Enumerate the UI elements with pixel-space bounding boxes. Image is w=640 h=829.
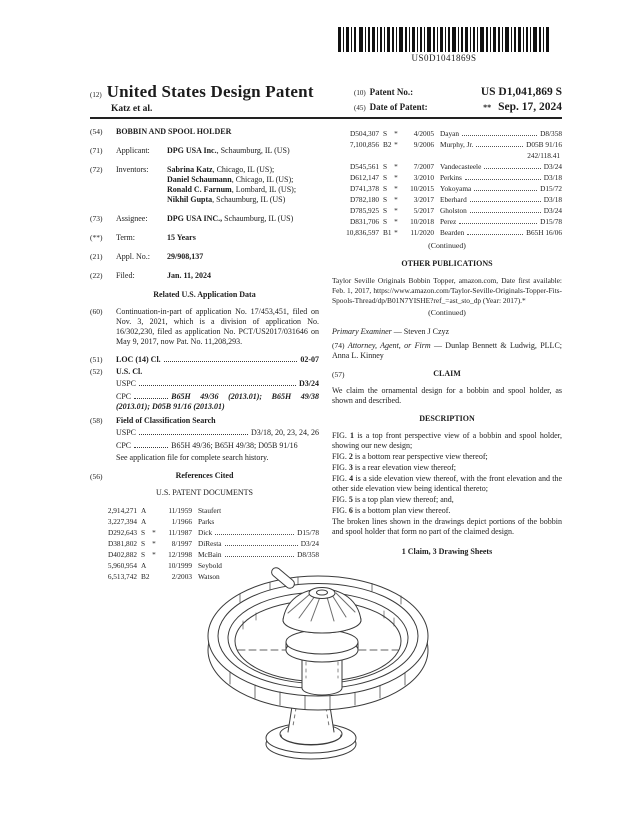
- page-header: [90, 82, 562, 116]
- inventor-line: Sabrina Katz, Chicago, IL (US);: [167, 165, 275, 174]
- dot-leader: [215, 534, 294, 535]
- citation-row: D831,706 S * 10/2018 Perez D15/78: [350, 217, 562, 226]
- figure-description: FIG. 3 is a rear elevation view thereof;: [332, 463, 456, 473]
- citation-row: D292,643 S * 11/1987 Dick D15/78: [108, 528, 319, 537]
- dot-leader: [139, 434, 248, 435]
- field-of-search: (58) Field of Classification Search: [90, 416, 216, 425]
- field-appl-no: (21) Appl. No.: 29/908,137: [90, 252, 204, 261]
- related-data-text: (60) Continuation-in-part of application No. 17/453,451, filed on Nov. 3, 2021, which is a division of application No. 16/302,230, filed as application No. PCT/US2017/031646 on May 9, 2017, now Pat. No. 11,208,293.: [90, 307, 319, 346]
- references-cited-header: (56) References Cited: [90, 471, 234, 481]
- description-header: DESCRIPTION: [419, 414, 475, 424]
- field-assignee: (73) Assignee: DPG USA INC., Schaumburg, IL (US): [90, 214, 294, 223]
- citation-row: D612,147 S * 3/2010 Perkins D3/18: [350, 173, 562, 182]
- inventor-line: Nikhil Gupta, Schaumburg, IL (US): [167, 195, 286, 204]
- figure-description: FIG. 4 is a side elevation view thereof, with the front elevation and the other side elevation view being identical thereto;: [332, 474, 562, 494]
- field-title: (54) BOBBIN AND SPOOL HOLDER: [90, 127, 319, 137]
- search-history-note: See application file for complete search history.: [116, 453, 269, 462]
- citation-row: 7,100,856 B2 * 9/2006 Murphy, Jr. D05B 91/16 242/118.41: [349, 140, 562, 160]
- field-applicant: (71) Applicant: DPG USA Inc., Schaumburg, IL (US): [90, 146, 290, 155]
- dot-leader: [164, 361, 298, 362]
- primary-examiner-line: Primary Examiner — Steven J Czyz: [332, 327, 450, 337]
- figure-description: FIG. 1 is a top front perspective view of a bobbin and spool holder, showing our new design;: [332, 431, 562, 451]
- us-patent-documents-header: U.S. PATENT DOCUMENTS: [156, 488, 253, 497]
- dot-leader: [134, 391, 168, 399]
- field-us-class: (52) U.S. Cl.: [90, 367, 143, 376]
- broken-lines-note: The broken lines shown in the drawings depict portions of the bobbin and spool holder that form no part of the claimed design.: [332, 517, 562, 537]
- field-filed: (22) Filed: Jan. 11, 2024: [90, 271, 212, 280]
- figure-description: FIG. 5 is a top plan view thereof; and,: [332, 495, 454, 505]
- barcode-bars: [337, 27, 551, 52]
- us-patent-citations-right: [332, 128, 562, 238]
- patent-number-row: (10) Patent No.: US D1,041,869 S: [354, 86, 562, 98]
- uspc-line: USPC D3/24: [116, 379, 319, 388]
- figure-description: FIG. 6 is a bottom plan view thereof.: [332, 506, 451, 516]
- search-uspc-line: USPC D3/18, 20, 23, 24, 26: [116, 428, 319, 437]
- citation-row: D782,180 S * 3/2017 Eberhard D3/18: [350, 195, 562, 204]
- citation-row: 10,836,597 B1 * 11/2020 Bearden B65H 16/06: [346, 228, 562, 237]
- invention-title: BOBBIN AND SPOOL HOLDER: [116, 127, 232, 136]
- figure-descriptions: [332, 431, 562, 516]
- citation-row: 6,513,742 B2 2/2003 Watson: [107, 572, 220, 581]
- dot-leader: [134, 440, 168, 448]
- page-title: United States Design Patent: [106, 82, 314, 101]
- dot-leader: [465, 179, 541, 180]
- dot-leader: [225, 556, 295, 557]
- kind-code: (12): [90, 91, 102, 99]
- related-data-header: Related U.S. Application Data: [153, 290, 256, 299]
- party-name: Katz et al.: [111, 104, 153, 114]
- other-publications-header: OTHER PUBLICATIONS: [401, 259, 493, 268]
- citation-row: D381,802 S * 8/1997 DiResta D3/24: [108, 539, 319, 548]
- citation-row: D741,378 S * 10/2015 Yokoyama D15/72: [350, 184, 562, 193]
- citations-continued: (Continued): [428, 241, 466, 250]
- dot-leader: [470, 212, 541, 213]
- dot-leader: [225, 545, 298, 546]
- claim-header: (57) CLAIM: [332, 369, 461, 380]
- term-marker: **: [483, 103, 492, 112]
- figure-description: FIG. 2 is a bottom rear perspective view thereof;: [332, 452, 488, 462]
- patent-number: US D1,041,869 S: [480, 86, 562, 98]
- citation-row: 3,227,394 A 1/1966 Parks: [107, 517, 215, 526]
- dot-leader: [462, 135, 537, 136]
- citation-row: 2,914,271 A 11/1959 Staufert: [107, 506, 222, 515]
- dot-leader: [476, 146, 523, 147]
- column-right: [332, 127, 562, 582]
- figure-drawing: [180, 566, 480, 773]
- cpc-line: CPC B65H 49/36 (2013.01); B65H 49/38 (2013.01); D05B 91/16 (2013.01): [116, 392, 319, 411]
- header-divider: [90, 117, 562, 119]
- dot-leader: [470, 201, 541, 202]
- dot-leader: [484, 168, 540, 169]
- dot-leader: [459, 223, 537, 224]
- column-left: [90, 127, 319, 582]
- inventor-line: Ronald C. Farnum, Lombard, IL (US);: [167, 185, 297, 194]
- other-publications-text: Taylor Seville Originals Bobbin Topper, amazon.com, Date first available: Feb. 1, 2017, https://www.amazon.com/Taylor-Seville-Originals-Topper-Fits-Spools-Thread/dp/B01N7YISHE?ref_=ast_sto_dp (Year: 2017).*: [332, 276, 562, 305]
- field-loc-class: (51) LOC (14) Cl. 02-07: [90, 355, 319, 364]
- citation-row: D402,882 S * 12/1998 McBain D8/358: [108, 550, 319, 559]
- barcode-text: US0D1041869S: [411, 53, 477, 63]
- inventor-line: Daniel Schaumann, Chicago, IL (US);: [167, 175, 294, 184]
- claim-text: We claim the ornamental design for a bobbin and spool holder, as shown and described.: [332, 386, 562, 406]
- field-term: (**) Term: 15 Years: [90, 233, 196, 242]
- publications-continued: (Continued): [428, 308, 466, 318]
- field-inventors: (72) Inventors: Sabrina Katz, Chicago, IL (US); Daniel Schaumann, Chicago, IL (US); Ronald C. Farnum, Lombard, IL (US); Nikhil Gupta, Schaumburg, IL (US): [90, 165, 319, 205]
- dot-leader: [474, 190, 537, 191]
- patent-date: Sep. 17, 2024: [498, 101, 562, 113]
- attorney-line: (74) Attorney, Agent, or Firm — Dunlap Bennett & Ludwig, PLLC; Anna L. Kinney: [332, 341, 562, 361]
- claims-sheets-line: 1 Claim, 3 Drawing Sheets: [401, 547, 493, 557]
- citation-row: D504,307 S * 4/2005 Dayan D8/358: [350, 129, 562, 138]
- citation-row: 5,960,954 A 10/1999 Seybold: [107, 561, 222, 570]
- dot-leader: [139, 385, 296, 386]
- dot-leader: [467, 234, 523, 235]
- bobbin-spool-holder-figure: [180, 566, 480, 773]
- citation-row: D785,925 S * 5/2017 Gholston D3/24: [350, 206, 562, 215]
- citation-row: D545,561 S * 7/2007 Vandecasteele D3/24: [350, 162, 562, 171]
- patent-date-row: (45) Date of Patent: ** Sep. 17, 2024: [354, 101, 562, 113]
- search-cpc-line: CPC B65H 49/36; B65H 49/38; D05B 91/16: [116, 441, 298, 450]
- barcode: [333, 27, 555, 63]
